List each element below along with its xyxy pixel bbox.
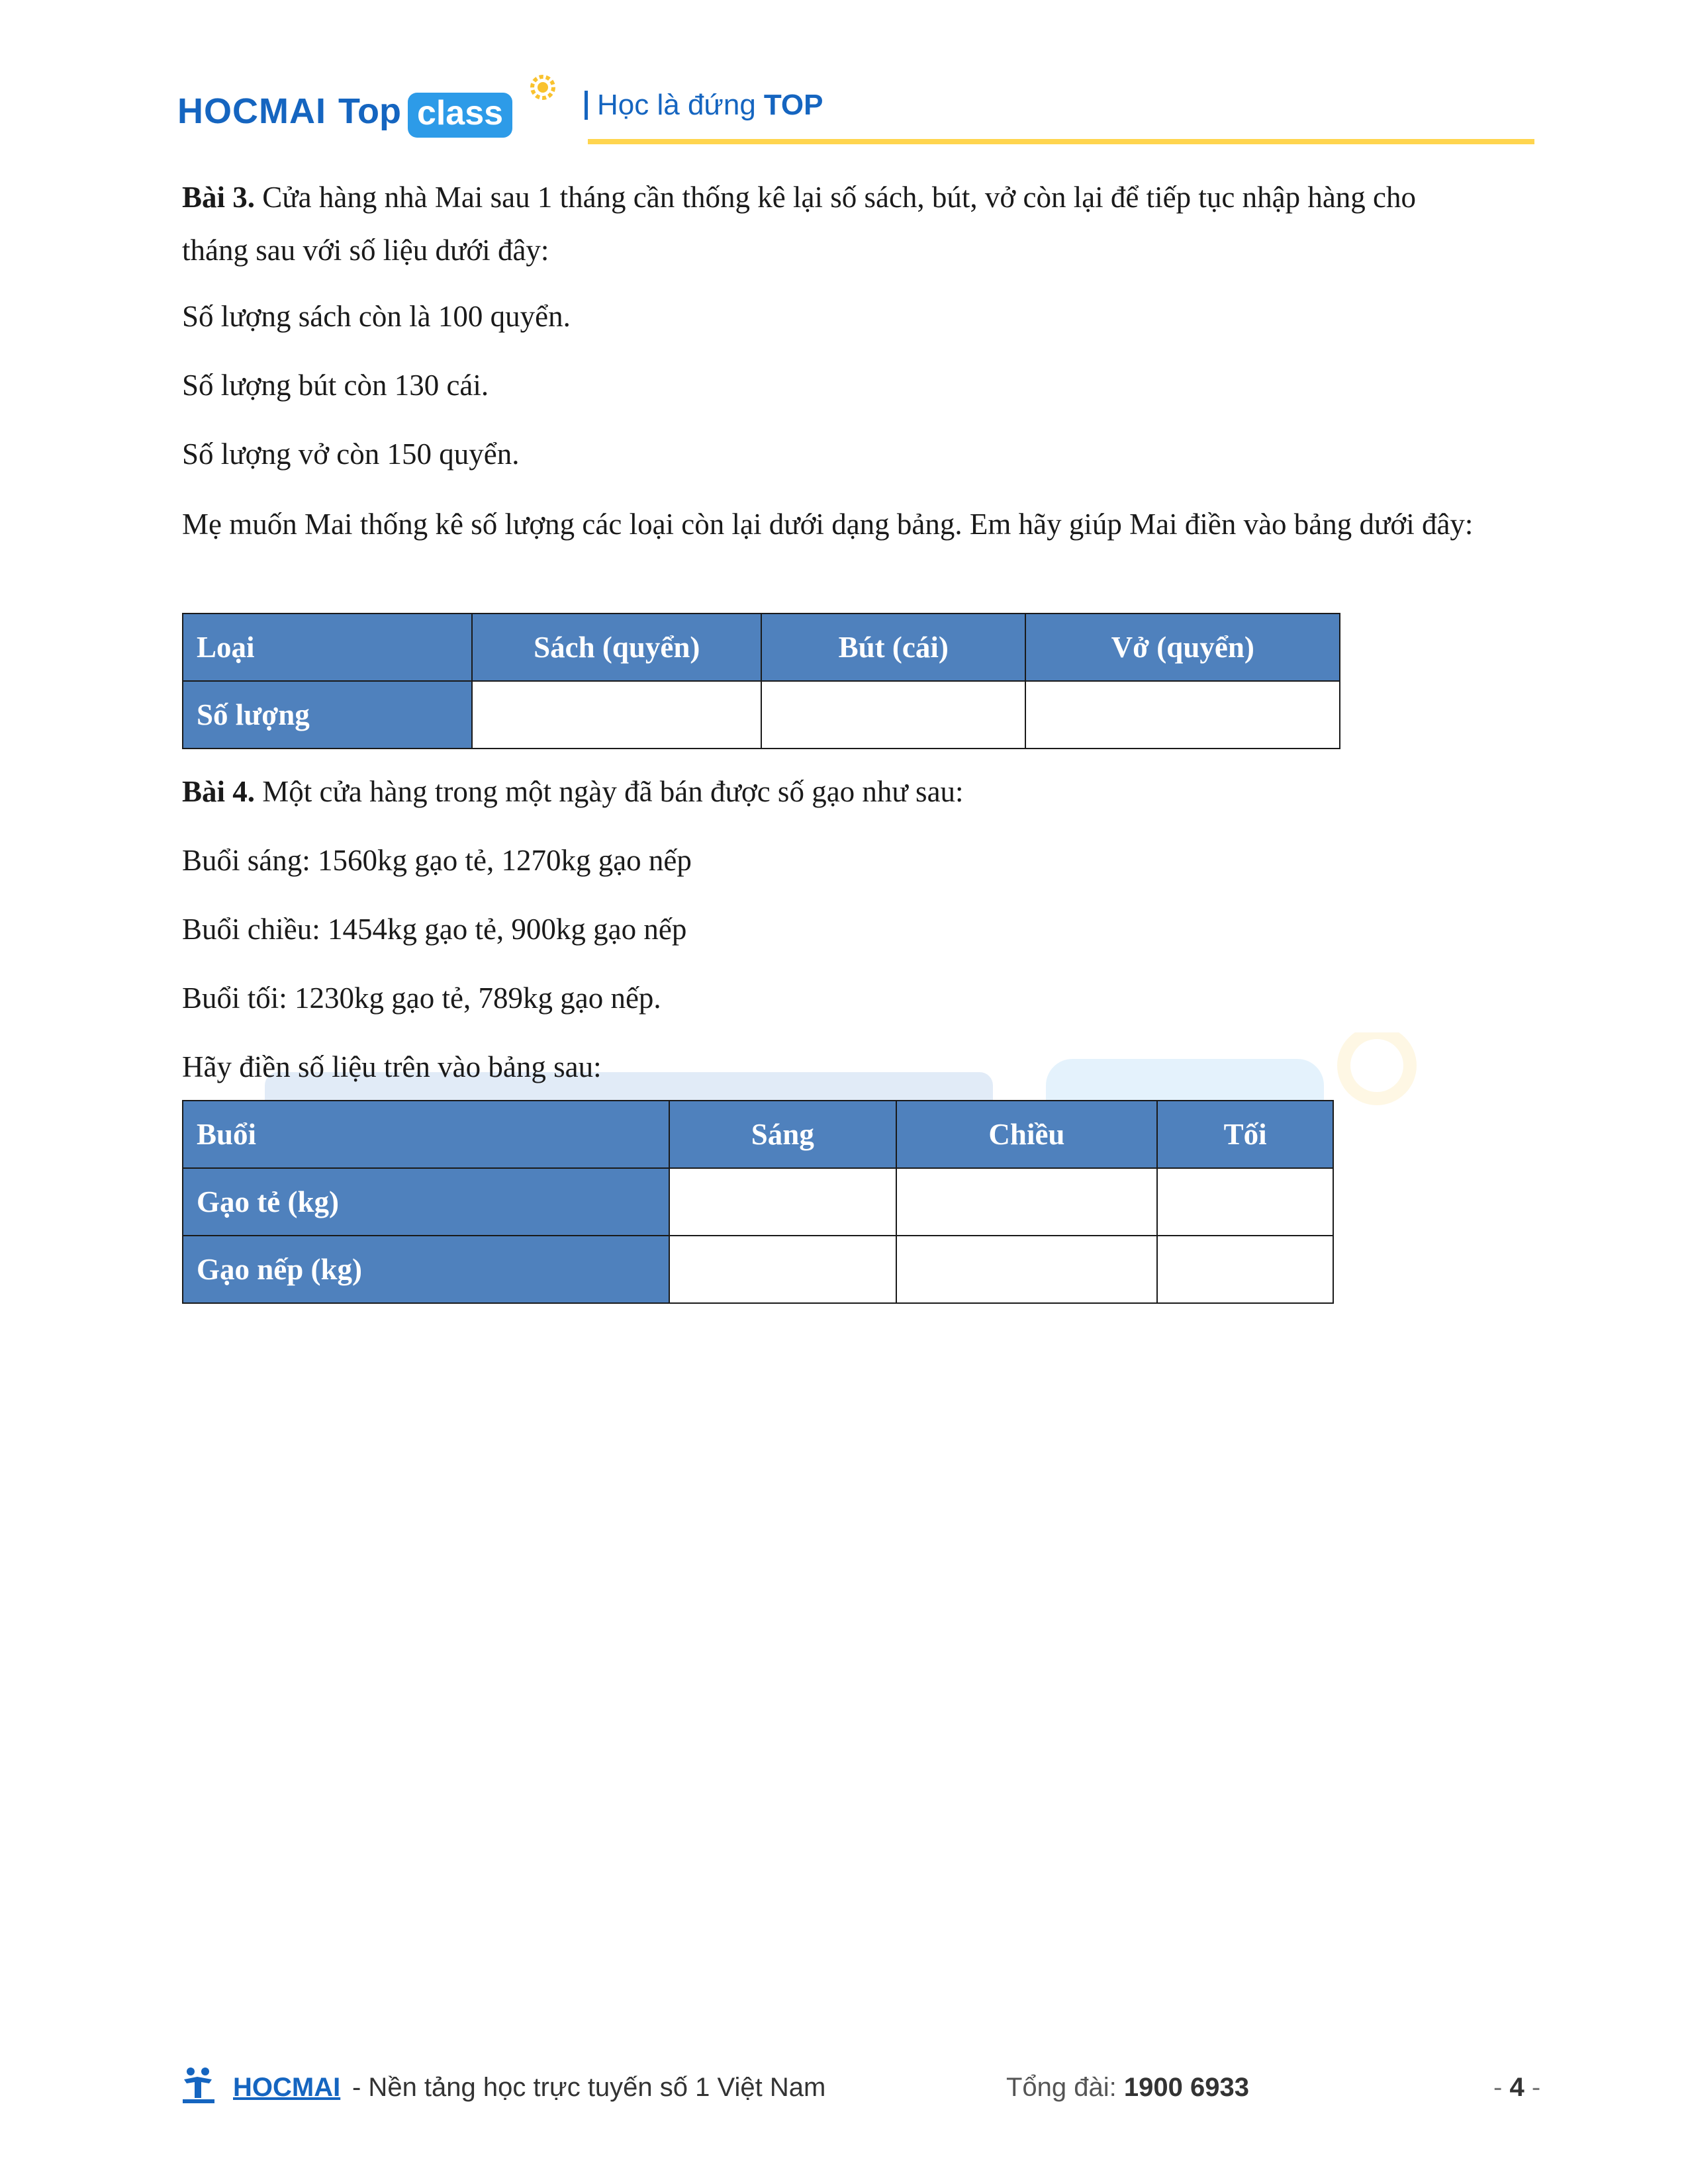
answer-cell-vo[interactable] [1025, 681, 1340, 749]
hotline-label: Tổng đài: [1006, 2073, 1117, 2102]
answer-cell-gao-nep-sang[interactable] [669, 1236, 896, 1303]
table-row [183, 1168, 1333, 1236]
bai3-line-1: Số lượng sách còn là 100 quyển. [182, 300, 571, 333]
tagline-emphasis: TOP [763, 89, 823, 121]
bai3-prompt [182, 171, 1479, 277]
answer-cell-gao-te-chieu[interactable] [896, 1168, 1158, 1236]
page-number [1493, 2073, 1540, 2103]
table-header-row [183, 614, 1340, 681]
bai3-line-2: Số lượng bút còn 130 cái. [182, 369, 489, 402]
table-row [183, 681, 1340, 749]
table-header-cell: Sách (quyển) [472, 614, 761, 681]
tagline [585, 89, 823, 122]
row-label-cell: Số lượng [183, 681, 472, 749]
tagline-divider [585, 91, 588, 120]
answer-cell-gao-nep-chieu[interactable] [896, 1236, 1158, 1303]
page-number-prefix: - [1493, 2073, 1503, 2102]
table-header-cell: Tối [1157, 1101, 1333, 1168]
footer-brand-link[interactable]: HOCMAI [233, 2073, 341, 2102]
bai4-instruction: Hãy điền số liệu trên vào bảng sau: [182, 1050, 602, 1083]
table-row [183, 1236, 1333, 1303]
bai4-text: Một cửa hàng trong một ngày đã bán được số gạo như sau: [255, 775, 964, 808]
bai3-text: Cửa hàng nhà Mai sau 1 tháng cần thống kê lại số sách, bút, vở còn lại để tiếp tục nhập hàng cho tháng sau với số liệu dưới đây: [182, 181, 1417, 267]
table-header-cell: Chiều [896, 1101, 1158, 1168]
table-header-cell: Loại [183, 614, 472, 681]
answer-cell-gao-te-sang[interactable] [669, 1168, 896, 1236]
logo-class-text: class [408, 93, 512, 138]
row-label-cell: Gạo tẻ (kg) [183, 1168, 669, 1236]
bai3-instruction: Mẹ muốn Mai thống kê số lượng các loại còn lại dưới dạng bảng. Em hãy giúp Mai điền vào bảng dưới đây: [182, 508, 1474, 541]
bai3-line-3: Số lượng vở còn 150 quyển. [182, 437, 520, 471]
hocmai-topclass-logo [177, 85, 512, 138]
bai3-table [182, 613, 1340, 749]
bai4-line-1: Buổi sáng: 1560kg gạo tẻ, 1270kg gạo nếp [182, 844, 692, 877]
logo-hocmai-text: HOCMAI [177, 91, 326, 131]
bai4-table [182, 1100, 1334, 1304]
hotline-number: 1900 6933 [1123, 2073, 1249, 2102]
page-number-suffix: - [1531, 2073, 1541, 2102]
answer-cell-gao-te-toi[interactable] [1157, 1168, 1333, 1236]
bai4-line-2: Buổi chiều: 1454kg gạo tẻ, 900kg gạo nếp [182, 913, 687, 946]
row-label-cell: Gạo nếp (kg) [183, 1236, 669, 1303]
table-header-cell: Sáng [669, 1101, 896, 1168]
answer-cell-gao-nep-toi[interactable] [1157, 1236, 1333, 1303]
gear-icon [528, 73, 557, 102]
footer-hotline [1006, 2073, 1249, 2103]
page-header [177, 73, 1534, 146]
bai3-label: Bài 3. [182, 181, 256, 214]
logo-top-text: Top [338, 91, 401, 131]
tagline-prefix: Học là đứng [597, 89, 756, 121]
table-header-cell: Bút (cái) [761, 614, 1025, 681]
page-footer [179, 2065, 1549, 2111]
bai4-line-3: Buổi tối: 1230kg gạo tẻ, 789kg gạo nếp. [182, 981, 661, 1015]
answer-cell-sach[interactable] [472, 681, 761, 749]
answer-cell-but[interactable] [761, 681, 1025, 749]
table-header-cell: Vở (quyển) [1025, 614, 1340, 681]
table-header-row [183, 1101, 1333, 1168]
table-header-cell: Buổi [183, 1101, 669, 1168]
footer-description: - Nền tảng học trực tuyến số 1 Việt Nam [352, 2073, 826, 2102]
bai4-prompt [182, 765, 1479, 818]
header-underline [588, 139, 1534, 144]
hocmai-footer-logo-icon [179, 2065, 218, 2105]
page-number-value: 4 [1509, 2073, 1524, 2102]
bai4-label: Bài 4. [182, 775, 256, 808]
